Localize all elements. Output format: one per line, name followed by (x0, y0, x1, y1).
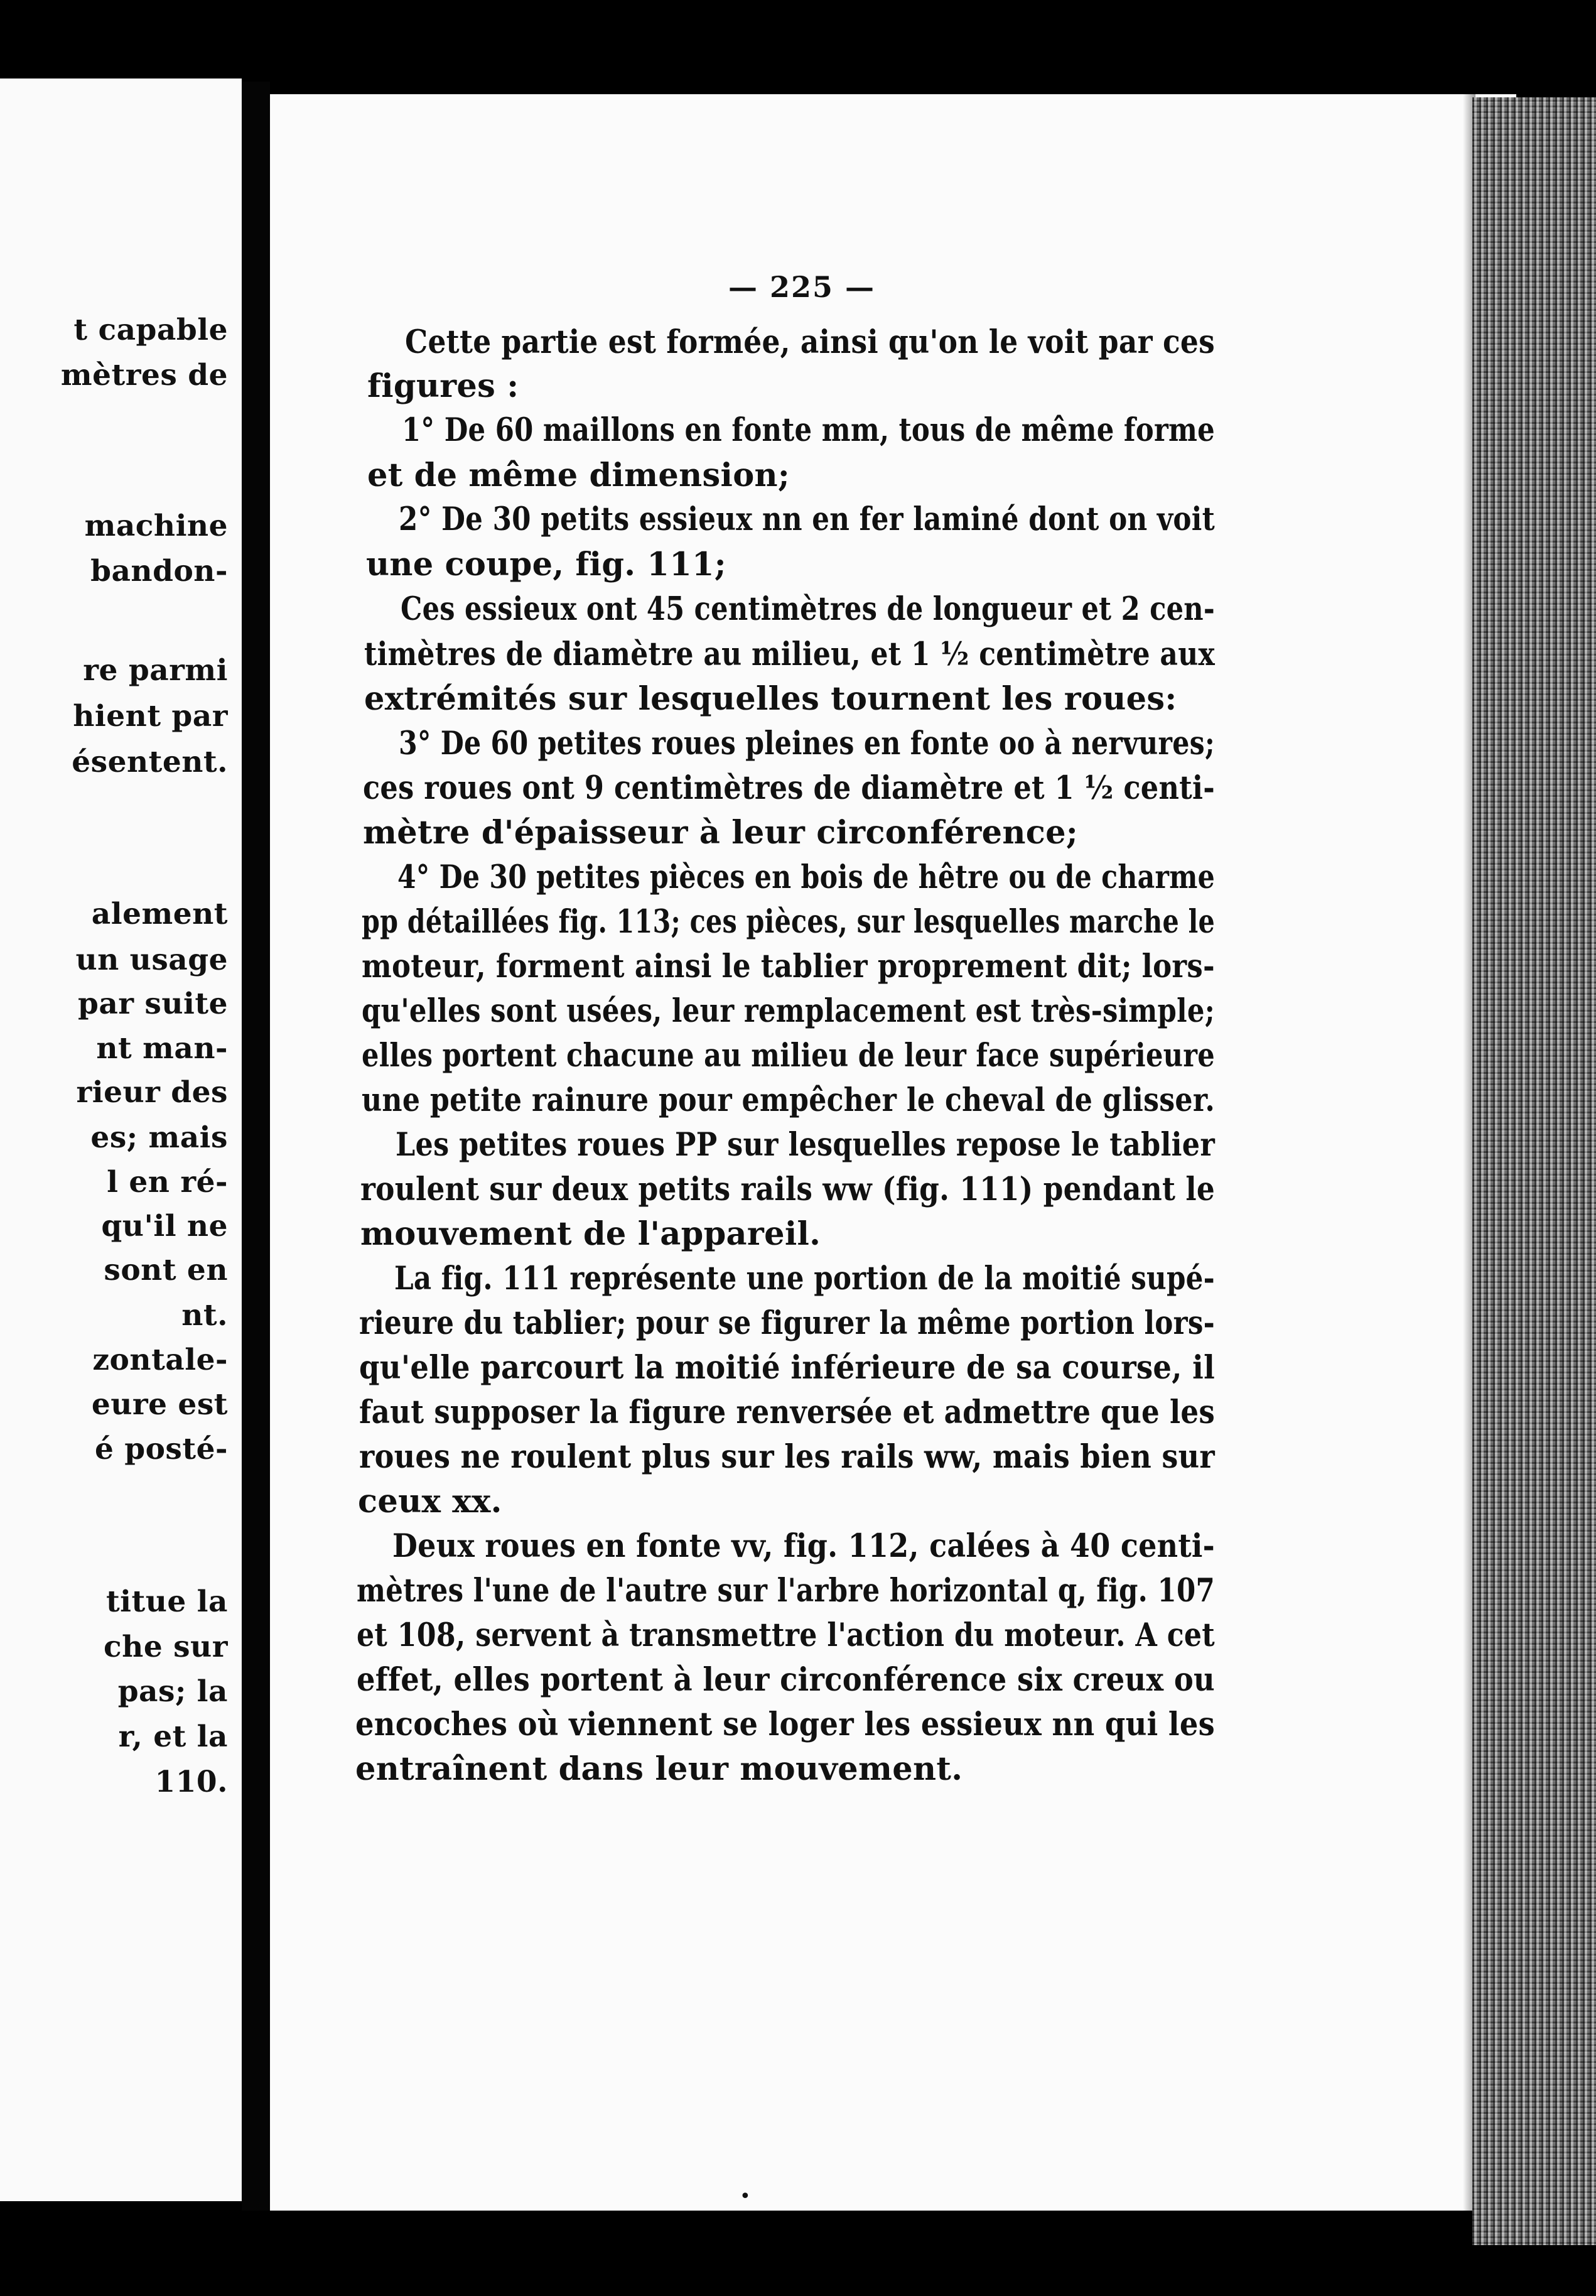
body-line: elles portent chacune au milieu de leur face supérieure (362, 1037, 1215, 1075)
body-line: qu'elles sont usées, leur remplacement est très-simple; (362, 992, 1215, 1030)
body-line: encoches où viennent se loger les essieux nn qui les (355, 1706, 1215, 1743)
left-page-line: 110. (154, 1765, 228, 1799)
left-page-line: nt. (181, 1298, 228, 1333)
left-page-line: machine (84, 509, 228, 543)
body-line: La fig. 111 représente une portion de la moitié supé- (394, 1260, 1215, 1297)
body-line: et de même dimension; (367, 457, 790, 494)
left-page-line: pas; la (117, 1674, 228, 1709)
body-line: roulent sur deux petits rails ww (fig. 111) pendant le (360, 1171, 1215, 1208)
body-line: ces roues ont 9 centimètres de diamètre et 1 ½ centi- (363, 769, 1215, 807)
body-line: timètres de diamètre au milieu, et 1 ½ centimètre aux (364, 636, 1215, 673)
left-page-line: bandon- (90, 554, 228, 588)
body-line: Les petites roues PP sur lesquelles repose le tablier (396, 1126, 1215, 1164)
body-line: Deux roues en fonte vv, fig. 112, calées à 40 centi- (392, 1527, 1215, 1565)
body-line: mouvement de l'appareil. (360, 1215, 821, 1253)
left-page-line: hient par (73, 699, 228, 734)
body-line: mètres l'une de l'autre sur l'arbre horizontal q, fig. 107 (357, 1572, 1215, 1610)
body-line: moteur, forment ainsi le tablier proprement dit; lors- (362, 948, 1215, 985)
body-line: faut supposer la figure renversée et admettre que les (359, 1394, 1215, 1431)
left-page-line: rieur des (76, 1075, 228, 1110)
left-page-line: sont en (104, 1253, 228, 1287)
left-page (0, 79, 242, 2201)
left-page-line: nt man- (96, 1031, 228, 1066)
page-edge-strip (1472, 97, 1596, 2245)
left-page-line: é posté- (94, 1432, 228, 1466)
left-page-line: r, et la (118, 1719, 228, 1754)
left-page-line: ésentent. (72, 745, 228, 779)
body-line: et 108, servent à transmettre l'action du moteur. A cet (357, 1616, 1215, 1654)
left-page-line: re parmi (83, 653, 228, 688)
body-line: entraînent dans leur mouvement. (355, 1750, 963, 1788)
body-line: qu'elle parcourt la moitié inférieure de sa course, il (359, 1349, 1215, 1387)
left-page-line: l en ré- (107, 1165, 228, 1199)
left-page-line: par suite (77, 987, 228, 1021)
body-line: figures : (367, 367, 519, 405)
stray-mark: • (740, 2185, 751, 2207)
body-line: 3° De 60 petites roues pleines en fonte oo à nervures; (399, 725, 1215, 762)
left-page-line: t capable (73, 313, 228, 347)
body-line: ceux xx. (358, 1483, 502, 1520)
left-page-line: zontale- (92, 1343, 228, 1377)
body-line: roues ne roulent plus sur les rails ww, mais bien sur (359, 1438, 1215, 1476)
page-number: — 225 — (728, 270, 876, 304)
body-line: Ces essieux ont 45 centimètres de longueur et 2 cen- (401, 590, 1215, 628)
body-line: une petite rainure pour empêcher le cheval de glisser. (362, 1081, 1215, 1119)
left-page-line: qu'il ne (101, 1209, 228, 1243)
left-page-line: che sur (104, 1630, 228, 1664)
body-line: effet, elles portent à leur circonférence six creux ou (357, 1661, 1215, 1699)
left-page-line: es; mais (90, 1120, 228, 1155)
body-line: extrémités sur lesquelles tournent les roues: (364, 680, 1177, 718)
left-page-line: un usage (75, 943, 228, 977)
body-line: pp détaillées fig. 113; ces pièces, sur lesquelles marche le (362, 903, 1215, 941)
body-line: 2° De 30 petits essieux nn en fer laminé dont on voit (399, 501, 1215, 538)
body-line: Cette partie est formée, ainsi qu'on le voit par ces (405, 323, 1215, 361)
body-line: 4° De 30 petites pièces en bois de hêtre ou de charme (397, 858, 1215, 896)
book-gutter (242, 82, 270, 2211)
body-line: mètre d'épaisseur à leur circonférence; (363, 814, 1079, 852)
body-line: une coupe, fig. 111; (366, 546, 726, 583)
left-page-line: alement (91, 897, 228, 931)
left-page-line: eure est (91, 1387, 228, 1422)
body-line: 1° De 60 maillons en fonte mm, tous de même forme (402, 411, 1215, 449)
left-page-line: mètres de (60, 358, 228, 393)
body-line: rieure du tablier; pour se figurer la même portion lors- (359, 1304, 1215, 1342)
left-page-line: titue la (105, 1584, 228, 1619)
